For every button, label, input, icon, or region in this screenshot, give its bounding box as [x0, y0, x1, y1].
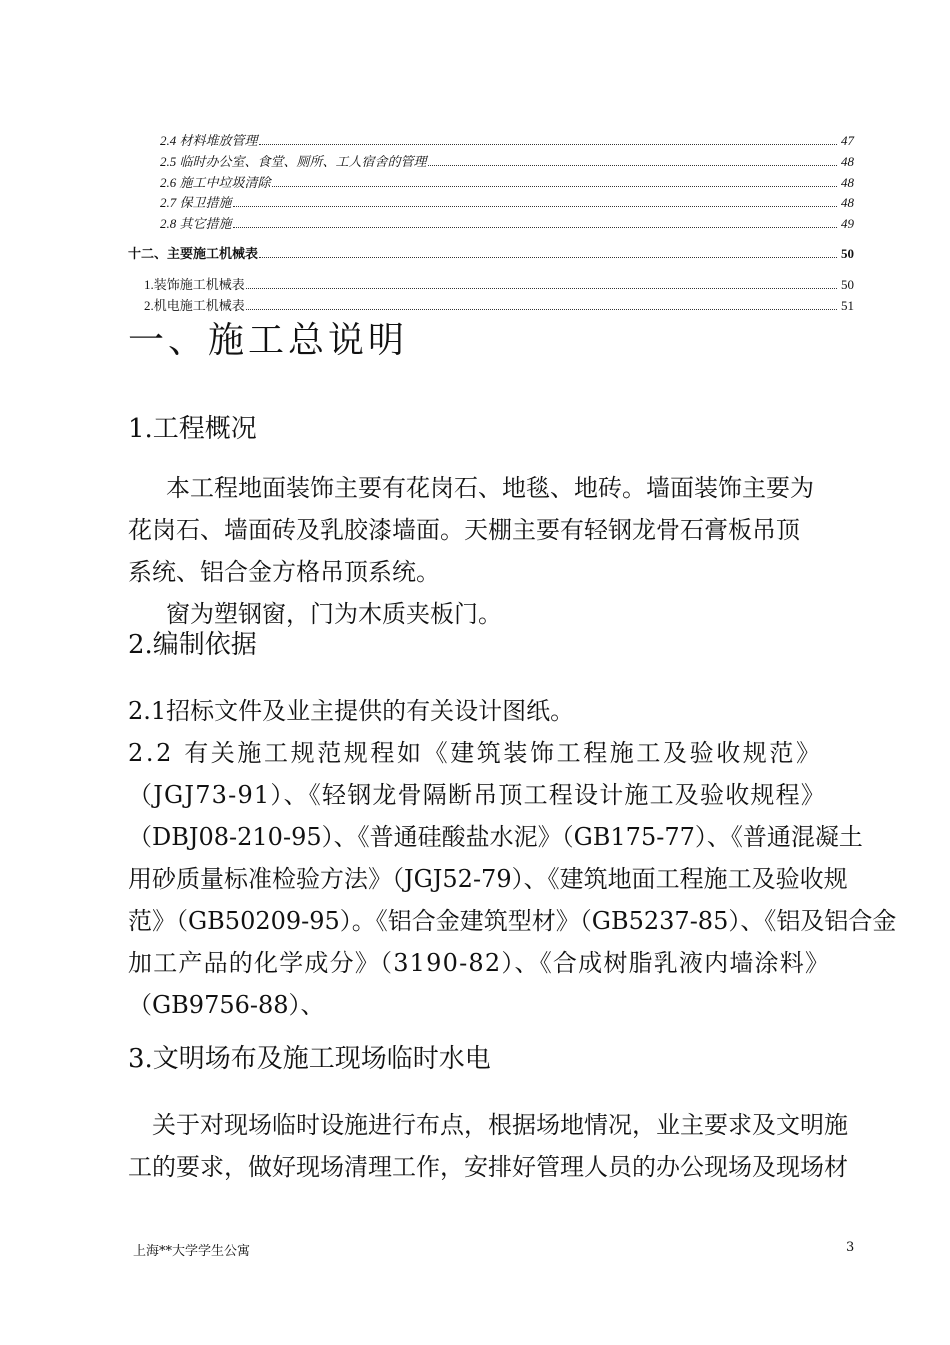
- text-line: 2.1招标文件及业主提供的有关设计图纸。: [128, 697, 575, 725]
- overview-paragraph: [128, 467, 882, 635]
- toc-entry[interactable]: [160, 151, 854, 170]
- toc-entry[interactable]: [160, 172, 854, 191]
- page-number: 3: [846, 1240, 855, 1255]
- text-line: （JGJ73-91）、《轻钢龙骨隔断吊顶工程设计施工及验收规程》: [128, 781, 826, 809]
- toc-leader: [272, 177, 837, 187]
- toc-entry-label: 十二、主要施工机械表: [128, 246, 259, 261]
- toc-entry-label: 1.装饰施工机械表: [144, 277, 245, 292]
- toc-entry[interactable]: [160, 213, 854, 232]
- text-line: 加工产品的化学成分》（3190-82）、《合成树脂乳液内墙涂料》: [128, 949, 831, 977]
- toc-entry-label: 2.4 材料堆放管理: [160, 133, 258, 148]
- toc-entry-page: 51: [841, 298, 854, 313]
- toc-entry-page: 48: [841, 154, 854, 169]
- text-line: 本工程地面装饰主要有花岗石、地毯、地砖。墙面装饰主要为: [166, 474, 814, 502]
- toc-entry-page: 48: [841, 195, 854, 210]
- text-line: （GB9756-88）、: [128, 991, 325, 1019]
- toc-entry-page: 47: [841, 133, 854, 148]
- text-line: 2.2 有关施工规范规程如《建筑装饰工程施工及验收规范》: [128, 739, 823, 767]
- toc-entry-page: 49: [841, 216, 854, 231]
- section-heading-basis: 2.编制依据: [128, 630, 257, 660]
- toc-leader: [233, 197, 837, 207]
- footer-project-name: 上海**大学学生公寓: [133, 1244, 251, 1259]
- text-line: 花岗石、墙面砖及乳胶漆墙面。天棚主要有轻钢龙骨石膏板吊顶: [128, 516, 800, 544]
- toc-leader: [233, 218, 837, 228]
- toc-entry-page: 50: [841, 246, 854, 261]
- toc-entry-label: 2.8 其它措施: [160, 216, 232, 231]
- toc-leader: [259, 135, 837, 145]
- toc-entry-page: 48: [841, 175, 854, 190]
- toc-entry-label: 2.机电施工机械表: [144, 298, 245, 313]
- toc-leader: [428, 156, 837, 166]
- text-line: 用砂质量标准检验方法》（JGJ52-79）、《建筑地面工程施工及验收规: [128, 865, 848, 893]
- text-line: 范》（GB50209-95）。《铝合金建筑型材》（GB5237-85）、《铝及铝合金: [128, 907, 897, 935]
- section-heading-overview: 1.工程概况: [128, 414, 257, 444]
- toc-entry-label: 2.7 保卫措施: [160, 195, 232, 210]
- toc-section-entry[interactable]: [128, 243, 854, 262]
- toc-entry[interactable]: [144, 274, 854, 293]
- text-line: 窗为塑钢窗，门为木质夹板门。: [166, 600, 502, 628]
- text-line: 工的要求，做好现场清理工作，安排好管理人员的办公现场及现场材: [128, 1153, 848, 1181]
- site-paragraph: [128, 1104, 882, 1188]
- toc-leader: [259, 248, 837, 258]
- toc-entry[interactable]: [160, 192, 854, 211]
- toc-leader: [246, 300, 837, 310]
- basis-paragraph: [128, 690, 897, 1026]
- text-line: （DBJ08-210-95）、《普通硅酸盐水泥》（GB175-77）、《普通混凝土: [128, 823, 863, 851]
- toc-entry-page: 50: [841, 277, 854, 292]
- toc-entry-label: 2.6 施工中垃圾清除: [160, 175, 271, 190]
- toc-entry[interactable]: [160, 130, 854, 149]
- text-line: 关于对现场临时设施进行布点，根据场地情况，业主要求及文明施: [152, 1111, 848, 1139]
- text-line: 系统、铝合金方格吊顶系统。: [128, 558, 440, 586]
- toc-leader: [246, 279, 837, 289]
- chapter-title: 一、施工总说明: [128, 320, 409, 361]
- section-heading-site: 3.文明场布及施工现场临时水电: [128, 1044, 491, 1074]
- toc-entry-label: 2.5 临时办公室、食堂、厕所、工人宿舍的管理: [160, 154, 427, 169]
